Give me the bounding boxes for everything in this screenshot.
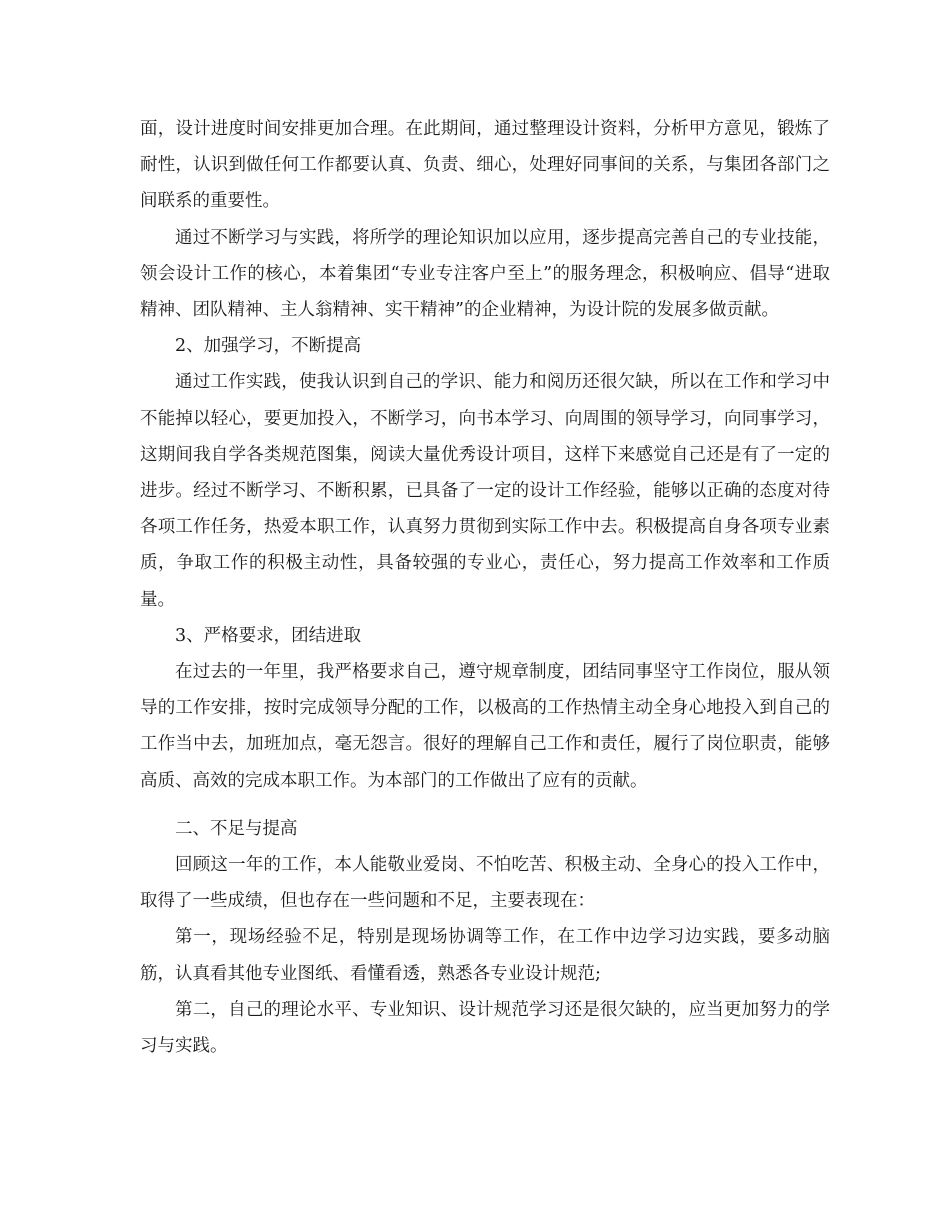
document-body (140, 111, 830, 1064)
section-heading-3: 3、严格要求，团结进取 (175, 625, 362, 646)
paragraph-first-point: 第一，现场经验不足，特别是现场协调等工作，在工作中边学习边实践，要多动脑筋，认真看其他专业图纸、看懂看透，熟悉各专业设计规范; (140, 927, 830, 984)
section-heading-2: 2、加强学习，不断提高 (175, 336, 362, 357)
paragraph-review: 回顾这一年的工作，本人能敬业爱岗、不怕吃苦、积极主动、全身心的投入工作中，取得了一些成绩，但也存在一些问题和不足，主要表现在： (140, 855, 830, 912)
paragraph-work-practice: 通过工作实践，使我认识到自己的学识、能力和阅历还很欠缺，所以在工作和学习中不能掉以轻心，要更加投入，不断学习，向书本学习、向周围的领导学习，向同事学习，这期间我自学各类规范图集，阅读大量优秀设计项目，这样下来感觉自己还是有了一定的进步。经过不断学习、不断积累，已具备了一定的设计工作经验，能够以正确的态度对待各项工作任务，热爱本职工作，认真努力贯彻到实际工作中去。积极提高自身各项专业素质，争取工作的积极主动性，具备较强的专业心，责任心，努力提高工作效率和工作质量。 (140, 372, 830, 610)
paragraph-learning-practice: 通过不断学习与实践，将所学的理论知识加以应用，逐步提高完善自己的专业技能，领会设计工作的核心，本着集团“专业专注客户至上”的服务理念，积极响应、倡导“进取精神、团队精神、主人翁精神、实干精神”的企业精神，为设计院的发展多做贡献。 (140, 227, 830, 321)
paragraph-past-year: 在过去的一年里，我严格要求自己，遵守规章制度，团结同事坚守工作岗位，服从领导的工作安排，按时完成领导分配的工作，以极高的工作热情主动全身心地投入到自己的工作当中去，加班加点，毫无怨言。很好的理解自己工作和责任，履行了岗位职责，能够高质、高效的完成本职工作。为本部门的工作做出了应有的贡献。 (140, 662, 830, 791)
paragraph-continuation: 面，设计进度时间安排更加合理。在此期间，通过整理设计资料，分析甲方意见，锻炼了耐性，认识到做任何工作都要认真、负责、细心，处理好同事间的关系，与集团各部门之间联系的重要性。 (140, 119, 830, 212)
paragraph-second-point: 第二，自己的理论水平、专业知识、设计规范学习还是很欠缺的，应当更加努力的学习与实践。 (140, 999, 830, 1057)
section-heading-shortcomings: 二、不足与提高 (175, 818, 298, 839)
